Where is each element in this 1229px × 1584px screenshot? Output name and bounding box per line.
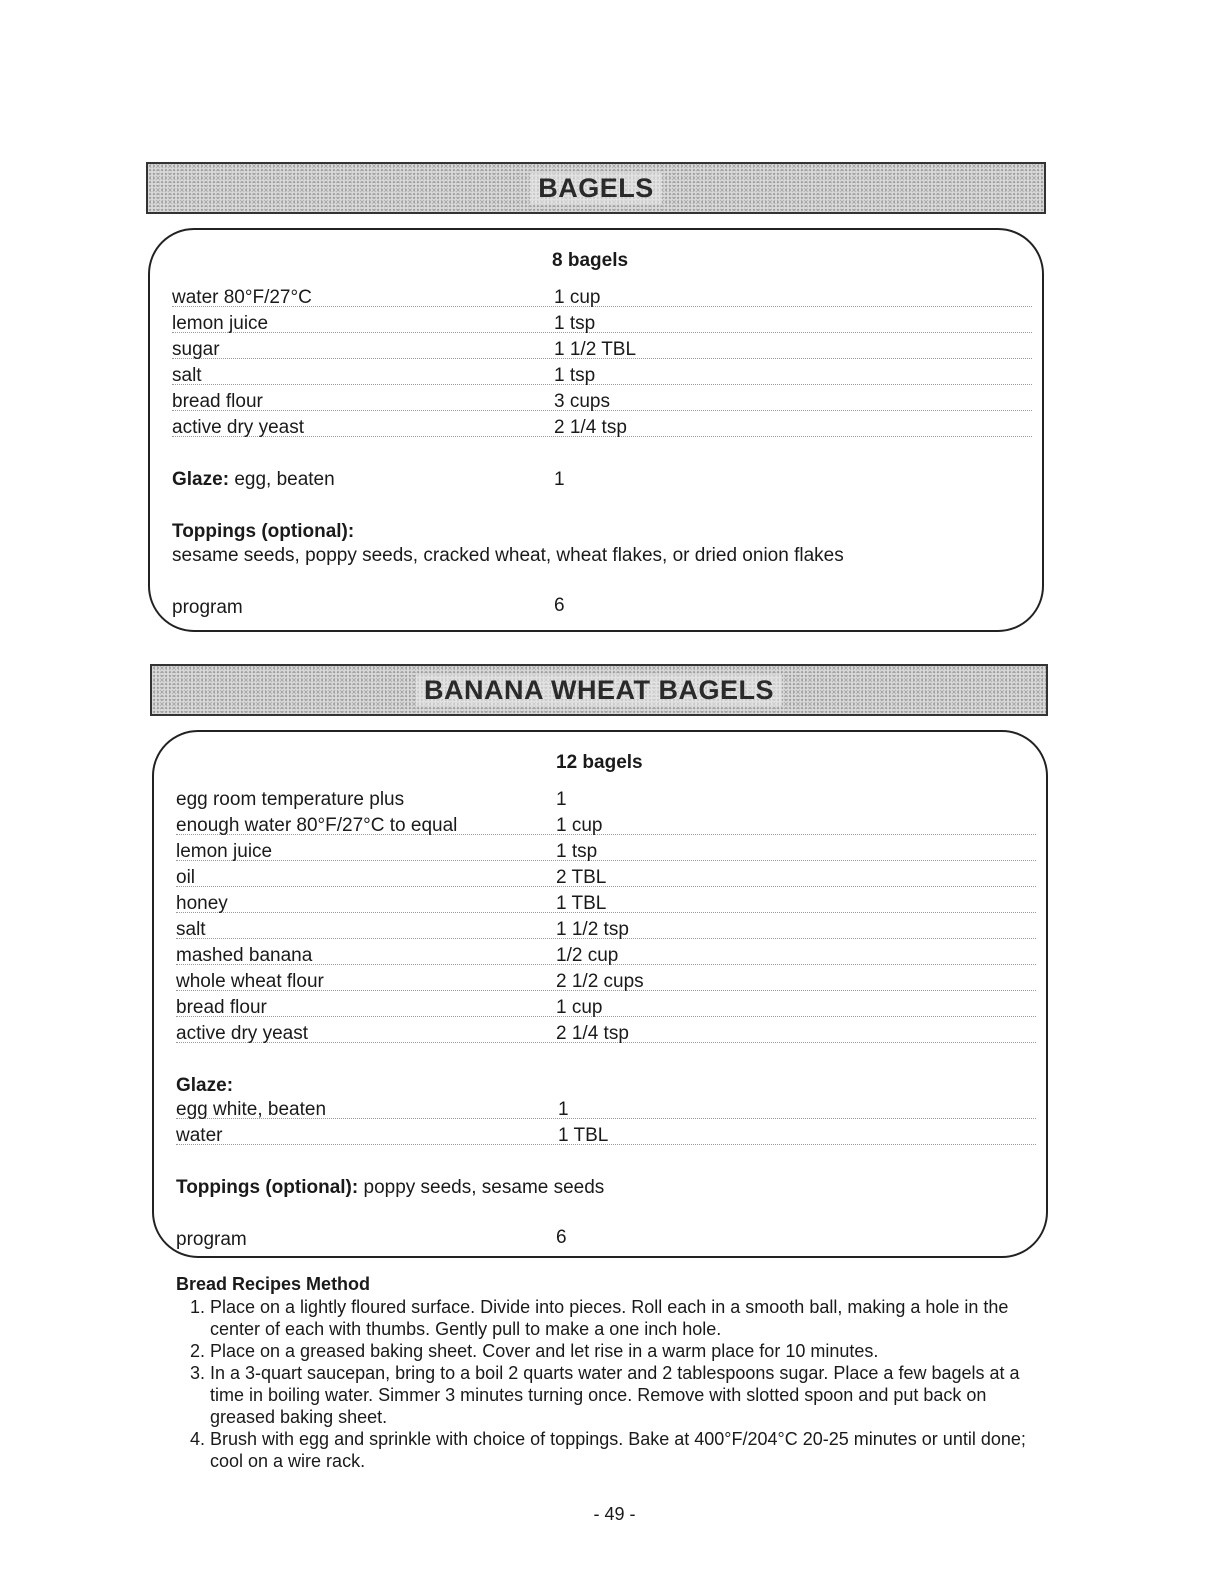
ingredient-row xyxy=(172,338,1032,362)
ingredient-name: active dry yeast xyxy=(176,1023,308,1044)
method-step: 2. Place on a greased baking sheet. Cover and let rise in a warm place for 10 minutes. xyxy=(210,1340,1046,1362)
ingredient-name: egg room temperature plus xyxy=(176,789,405,810)
toppings-text: sesame seeds, poppy seeds, cracked wheat, wheat flakes, or dried onion flakes xyxy=(172,545,844,566)
ingredient-row xyxy=(176,866,1036,890)
ingredient-amount: 1 xyxy=(556,789,567,810)
ingredient-amount: 1 1/2 TBL xyxy=(554,339,637,360)
ingredient-amount: 2 1/2 cups xyxy=(556,971,644,992)
ingredient-row xyxy=(176,840,1036,864)
glaze-item-name: egg white, beaten xyxy=(176,1099,327,1120)
ingredient-name: sugar xyxy=(172,339,220,360)
glaze-label: Glaze: xyxy=(176,1075,234,1096)
ingredient-row xyxy=(172,364,1032,388)
glaze-amount: 1 xyxy=(554,469,565,490)
recipe-yield: 8 bagels xyxy=(552,250,629,271)
ingredient-row xyxy=(172,416,1032,440)
method-step: 3. In a 3-quart saucepan, bring to a boil 2 quarts water and 2 tablespoons sugar. Place a few bagels at a time in boiling water. Simmer 3 minutes turning once. Remove with slotted spoon and put back on greased baking sheet. xyxy=(210,1362,1046,1428)
ingredient-amount: 1 tsp xyxy=(556,841,598,862)
ingredient-name: lemon juice xyxy=(176,841,273,862)
ingredient-row xyxy=(176,918,1036,942)
ingredient-amount: 1 tsp xyxy=(554,365,596,386)
ingredient-name: oil xyxy=(176,867,196,888)
ingredient-name: whole wheat flour xyxy=(176,971,324,992)
ingredient-amount: 2 1/4 tsp xyxy=(554,417,627,438)
ingredient-amount: 1 TBL xyxy=(556,893,607,914)
method-step: 1. Place on a lightly floured surface. Divide into pieces. Roll each in a smooth ball, making a hole in the center of each with thumbs. Gently pull to make a one inch hole. xyxy=(210,1296,1046,1340)
glaze-line xyxy=(172,468,335,492)
ingredient-amount: 1/2 cup xyxy=(556,945,619,966)
ingredient-name: honey xyxy=(176,893,228,914)
ingredient-amount: 1 cup xyxy=(556,815,603,836)
ingredient-name: bread flour xyxy=(176,997,267,1018)
ingredient-row xyxy=(176,1022,1036,1046)
program-value: 6 xyxy=(554,595,565,616)
glaze-item-name: water xyxy=(176,1125,223,1146)
method-step: 4. Brush with egg and sprinkle with choice of toppings. Bake at 400°F/204°C 20-25 minutes or until done; cool on a wire rack. xyxy=(210,1428,1046,1472)
bagels-banner xyxy=(146,162,1046,214)
ingredient-name: lemon juice xyxy=(172,313,269,334)
method-steps xyxy=(176,1296,1046,1472)
glaze-item-amount: 1 xyxy=(558,1099,569,1120)
ingredient-amount: 3 cups xyxy=(554,391,610,412)
program-value: 6 xyxy=(556,1227,567,1248)
ingredient-row xyxy=(176,996,1036,1020)
banana-wheat-bagels-banner xyxy=(150,664,1048,716)
ingredient-row xyxy=(172,286,1032,310)
bread-recipes-method xyxy=(176,1273,1046,1472)
method-title: Bread Recipes Method xyxy=(176,1274,371,1294)
ingredient-row xyxy=(172,312,1032,336)
banana-wheat-bagels-recipe-box xyxy=(152,730,1048,1258)
ingredient-amount: 1 tsp xyxy=(554,313,596,334)
ingredient-name: bread flour xyxy=(172,391,263,412)
ingredient-amount: 1 cup xyxy=(556,997,603,1018)
ingredient-amount: 2 TBL xyxy=(556,867,607,888)
ingredient-amount: 1 cup xyxy=(554,287,601,308)
recipe-title: BANANA WHEAT BAGELS xyxy=(416,675,782,706)
glaze-label: Glaze: xyxy=(172,469,230,490)
ingredient-name: salt xyxy=(176,919,206,940)
toppings-label: Toppings (optional): xyxy=(176,1177,359,1198)
ingredient-name: water 80°F/27°C xyxy=(172,287,312,308)
glaze-row xyxy=(176,1124,1036,1148)
ingredient-row xyxy=(176,944,1036,968)
ingredient-name: enough water 80°F/27°C to equal xyxy=(176,815,458,836)
recipe-yield: 12 bagels xyxy=(556,752,643,773)
ingredient-name: active dry yeast xyxy=(172,417,304,438)
page-number: - 49 - xyxy=(593,1504,636,1524)
glaze-item-amount: 1 TBL xyxy=(558,1125,609,1146)
ingredient-amount: 2 1/4 tsp xyxy=(556,1023,629,1044)
glaze-text: egg, beaten xyxy=(234,469,335,490)
toppings-line xyxy=(176,1176,604,1200)
ingredient-name: salt xyxy=(172,365,202,386)
ingredient-row xyxy=(172,390,1032,414)
ingredient-amount: 1 1/2 tsp xyxy=(556,919,629,940)
program-label: program xyxy=(172,597,243,618)
ingredient-name: mashed banana xyxy=(176,945,313,966)
ingredient-row xyxy=(176,788,1036,812)
ingredient-row xyxy=(176,970,1036,994)
program-label: program xyxy=(176,1229,247,1250)
ingredient-row xyxy=(176,814,1036,838)
recipe-title: BAGELS xyxy=(530,173,662,204)
toppings-text: poppy seeds, sesame seeds xyxy=(363,1177,605,1198)
bagels-recipe-box xyxy=(148,228,1044,632)
toppings-label: Toppings (optional): xyxy=(172,521,355,542)
ingredient-row xyxy=(176,892,1036,916)
glaze-row xyxy=(176,1098,1036,1122)
